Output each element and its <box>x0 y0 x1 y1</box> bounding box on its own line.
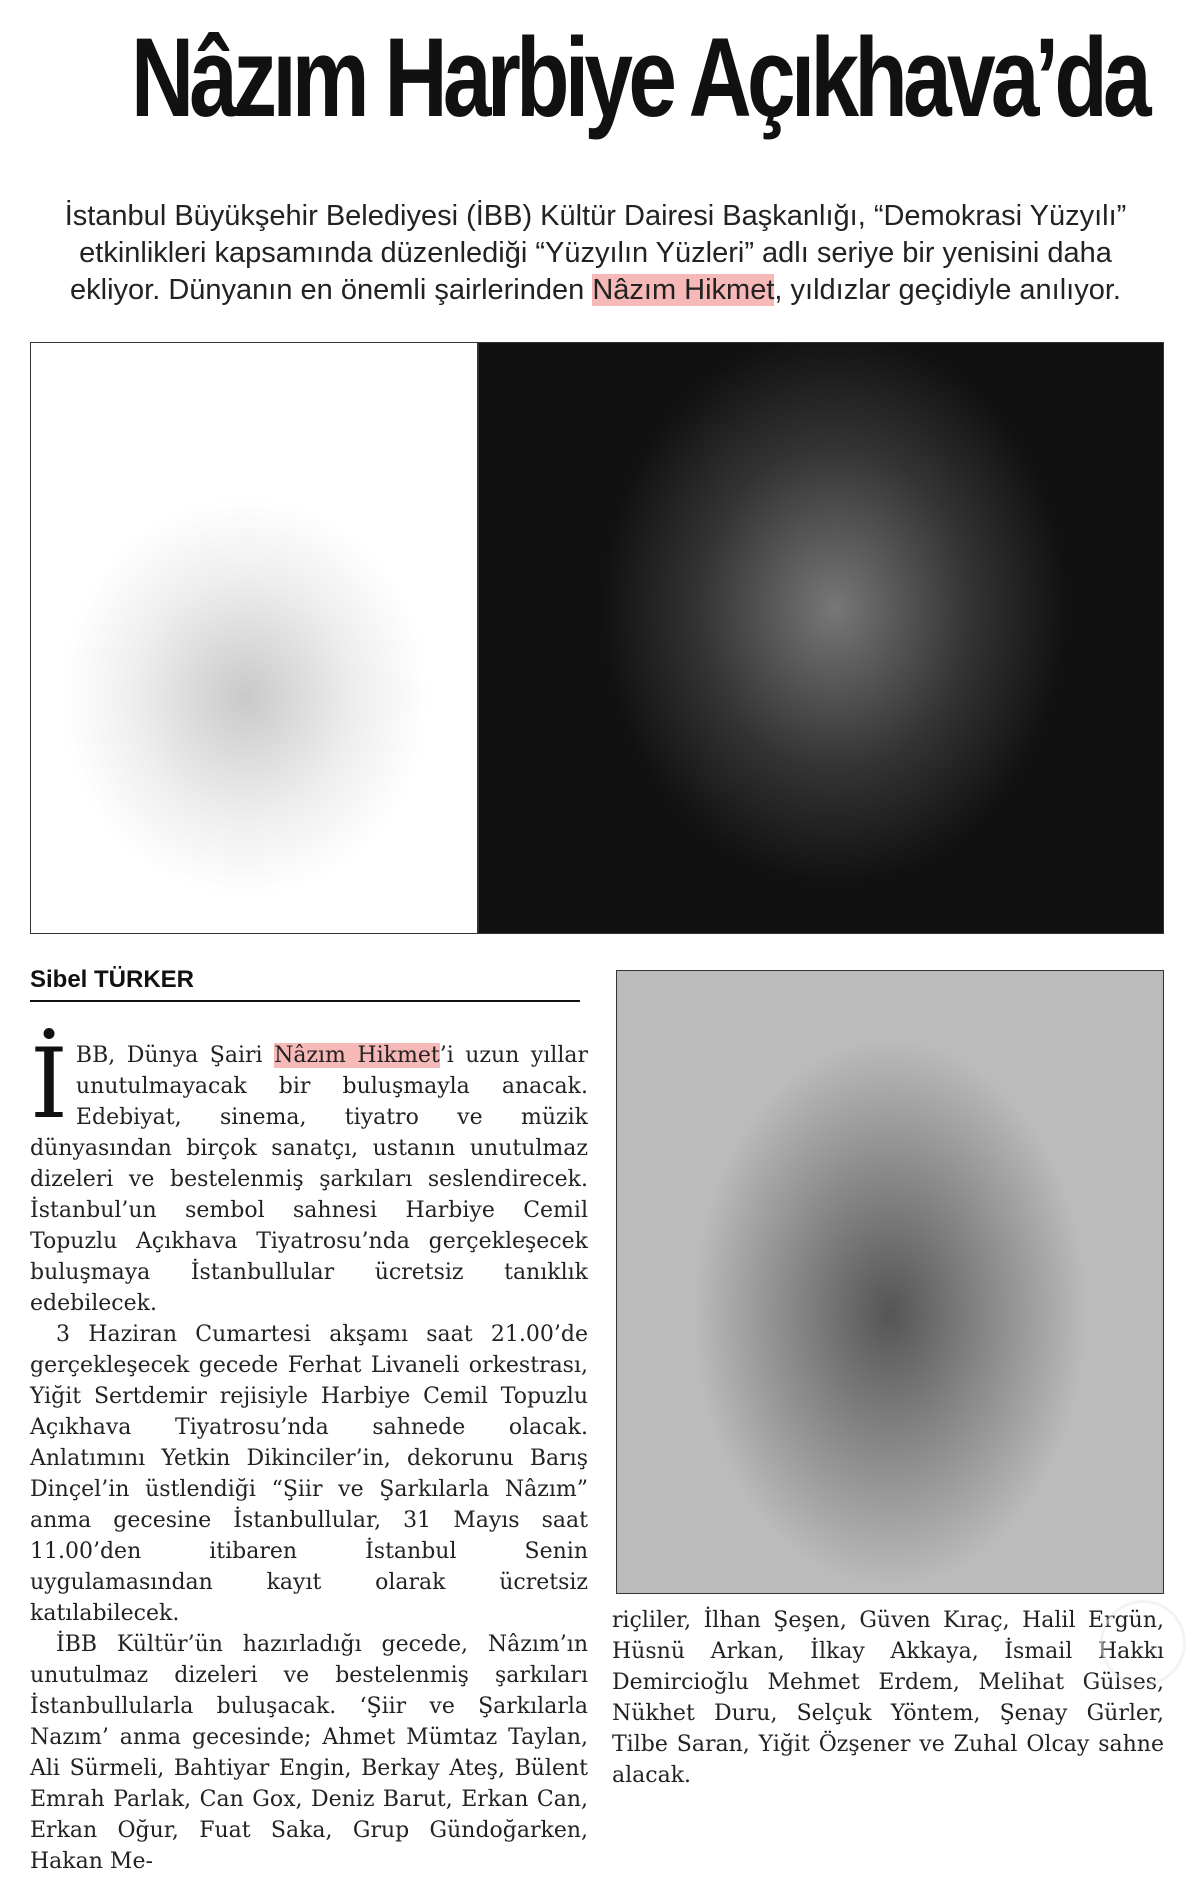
headline: Nâzım Harbiye Açıkhava’da <box>131 15 1147 140</box>
byline-rule <box>30 1000 580 1002</box>
article-column-2 <box>612 1605 1164 1791</box>
drop-cap: İ <box>30 1028 68 1140</box>
portrait-photo-3 <box>616 970 1164 1594</box>
lede-text-end: , yıldızlar geçidiyle anılıyor. <box>774 274 1121 306</box>
paragraph-1-text-end: ’i uzun yıllar unutulmayacak bir buluşmayla anacak. Edebiyat, sinema, tiyatro ve müzik dünyasından birçok sanatçı, ustanın unutulmaz dizeleri ve bestelenmiş şarkıları seslendirecek. İstanbul’un sembol sahnesi Harbiye Cemil Topuzlu Açıkhava Tiyatrosu’nda gerçekleşecek buluşmaya İstanbullular ücretsiz tanıklık edebilecek. <box>30 1043 589 1316</box>
paragraph-1-highlight: Nâzım Hikmet <box>274 1043 440 1068</box>
byline: Sibel TÜRKER <box>30 966 195 993</box>
watermark-stamp <box>1100 1600 1186 1686</box>
paragraph-4: riçliler, İlhan Şeşen, Güven Kıraç, Halil Ergün, Hüsnü Arkan, İlkay Akkaya, İsmail Hakkı Demircioğlu Mehmet Erdem, Melihat Gülses, Nükhet Duru, Selçuk Yöntem, Şenay Gürler, Tilbe Saran, Yiğit Özşener ve Zuhal Olcay sahne alacak. <box>612 1608 1164 1788</box>
article-column-1 <box>30 1028 589 1877</box>
paragraph-1 <box>30 1028 589 1319</box>
paragraph-1-text: BB, Dünya Şairi <box>75 1043 275 1068</box>
paragraph-3: İBB Kültür’ün hazırladığı gecede, Nâzım’ın unutulmaz dizeleri ve bestelenmiş şarkıları İstanbullularla buluşacak. ‘Şiir ve Şarkılarla Nazım’ anma gecesinde; Ahmet Mümtaz Taylan, Ali Sürmeli, Bahtiyar Engin, Berkay Ateş, Bülent Emrah Parlak, Can Gox, Deniz Barut, Erkan Can, Erkan Oğur, Fuat Saka, Grup Gündoğarken, Hakan Me- <box>30 1632 588 1874</box>
portrait-photo-1 <box>30 342 478 934</box>
lede-text: İstanbul Büyükşehir Belediyesi (İBB) Kültür Dairesi Başkanlığı, “Demokrasi Yüzyılı” etkinlikleri kapsamında düzenlediği “Yüzyılın Yüzleri” adlı seriye bir yenisini daha ekliyor. Dünyanın en önemli şairlerinden <box>64 200 1127 306</box>
lede-highlight: Nâzım Hikmet <box>592 274 775 306</box>
lede <box>40 198 1151 309</box>
paragraph-2: 3 Haziran Cumartesi akşamı saat 21.00’de gerçekleşecek gecede Ferhat Livaneli orkestrası, Yiğit Sertdemir rejisiyle Harbiye Cemil Topuzlu Açıkhava Tiyatrosu’nda sahnede olacak. Anlatımını Yetkin Dikinciler’in, dekorunu Barış Dinçel’in üstlendiği “Şiir ve Şarkılarla Nâzım” anma gecesine İstanbullular, 31 Mayıs saat 11.00’den itibaren İstanbul Senin uygulamasından kayıt olarak ücretsiz katılabilecek. <box>30 1322 588 1626</box>
portrait-photo-2 <box>478 342 1164 934</box>
